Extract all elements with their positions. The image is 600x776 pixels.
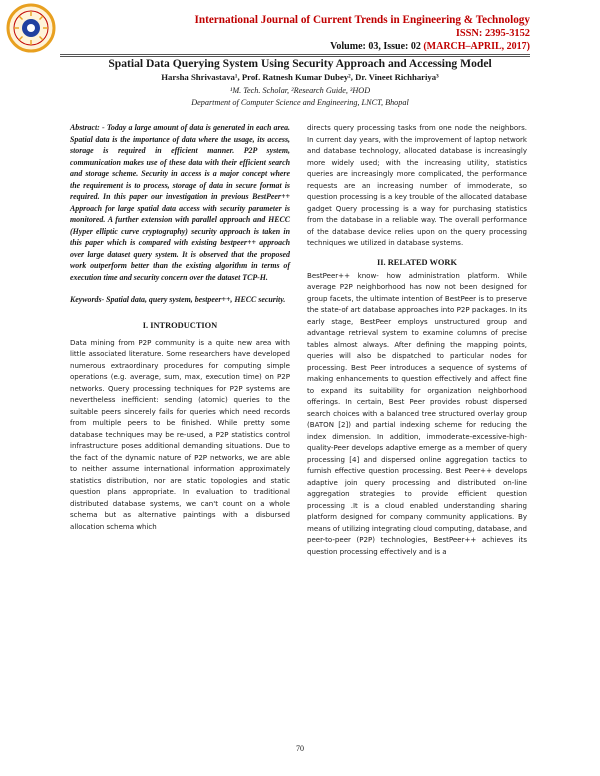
journal-volume: [330, 41, 530, 53]
keywords: Keywords- Spatial data, query system, bestpeer++, HECC security.: [70, 295, 286, 304]
volume-issue: Volume: 03, Issue: 02: [330, 41, 421, 52]
journal-name: International Journal of Current Trends in Engineering & Technology: [194, 14, 530, 26]
section-heading-introduction: I. INTRODUCTION: [142, 320, 218, 330]
paper-title: Spatial Data Querying System Using Security Approach and Accessing Model: [108, 57, 492, 70]
journal-issn: ISSN: 2395-3152: [455, 28, 530, 39]
paper-authors: Harsha Shrivastava¹, Prof. Ratnesh Kumar Dubey², Dr. Vineet Richhariya³: [161, 72, 439, 82]
introduction-text: Data mining from P2P community is a quite new area with little associated literature. Some researchers have developed numerous extraordinary procedures for computing simple operations (e.g. average, sum, max, execution time) on P2P networks. Query processing techniques for P2P systems are nevertheless inefficient: sending (atomic) queries to the suitable peers sincerely fails for queries which need records from multiple peers to be finished. While pretty some database techniques may be re-used, a P2P statistics control infrastructure poses additional demanding situations. Due to the fact of the dynamic nature of P2P networks, we are able to neither assume international information approximately statistics distribution, nor are static topologies and static question plans appropriate. In evaluation to traditional distributed database systems, we can't count on a whole schema but as alternative paintings with a disbursed allocation schema which: [70, 337, 290, 531]
right-column: [307, 122, 527, 557]
section-heading-related-work: II. RELATED WORK: [377, 257, 457, 267]
abstract: Abstract: - Today a large amount of data is generated in each area. Spatial data is the importance of data where the usage, its access, storage is required in efficient manner. P2P system, communication makes use of these data with their efficient search and storage scheme. Security in access is a major concept where the requirement is to process, storage of data in secure format is required. In this paper our investigation in previous BestPeer++ Approach for large spatial data access with security parameter is monitored. A further extension with parallel approach and HECC (Hyper elliptic curve cryptography) security approach is taken in this paper which is compared with existing bestpeer++ approach over large dataset query system. It is observed that the proposed work outperform better than the existing algorithm in terms of execution time and security concern over the dataset TCP-H.: [70, 123, 290, 282]
author-roles: ¹M. Tech. Scholar, ²Research Guide, ³HOD: [229, 86, 371, 95]
left-column: [70, 122, 290, 532]
related-work-text: BestPeer++ know- how administration platform. While average P2P neighborhood has now not been designed for group facets, the ultimate intention of BestPeer is to preserve the state-of art database approaches into P2P packages. In its early stage, BestPeer employs unstructured group and advantage retrieval system to examine columns of precise tables almost always. After defining the mapping points, queries will also be dispatched to particular nodes for processing. Best Peer introduces a sequence of systems of making enhancements to question effectively and affect fine to expand its suitability for organization neighborhood offerings. In certain, Best Peer provides robust dispersed search choices with a balanced tree structured overlay group (BATON [2]) and partial indexing scheme for reducing the index dimension. In addition, immoderate-excessive-high-quality-Peer develops adaptive emerge as a member of query processing [4] and dispersed online aggregation tactics to furnish effective question processing. Best Peer++ develops adaptive join query processing and distributed on-line aggregation strategies to provide efficient question processing .It is a cloud enabled understanding sharing platform designed for company community applications. By means of utilizing integrating cloud computing, database, and peer-to-peer (P2P) technologies, BestPeer++ achieves its question processing effectively and is a: [307, 270, 527, 556]
header-rule-top: [60, 54, 530, 55]
introduction-continued-text: directs query processing tasks from one node the neighbors. In current day years, with the improvement of laptop network and database technology, allocated database is increasingly more widely used; with the increasing utility, statistics queries are increasingly more complicated, the performance requests are an increasing number of immoderate, so question processing is a key trouble of the allocated database gadget Query processing is a way for purchasing statistics from the database in a reliable way. The overall performance of the database device relies upon on the query processing techniques we utilized in database systems.: [307, 123, 527, 247]
issue-date: (MARCH–APRIL, 2017): [423, 41, 530, 52]
author-department: Department of Computer Science and Engineering, LNCT, Bhopal: [191, 98, 409, 107]
page-number: 70: [296, 744, 304, 753]
journal-seal-icon: [6, 3, 56, 53]
